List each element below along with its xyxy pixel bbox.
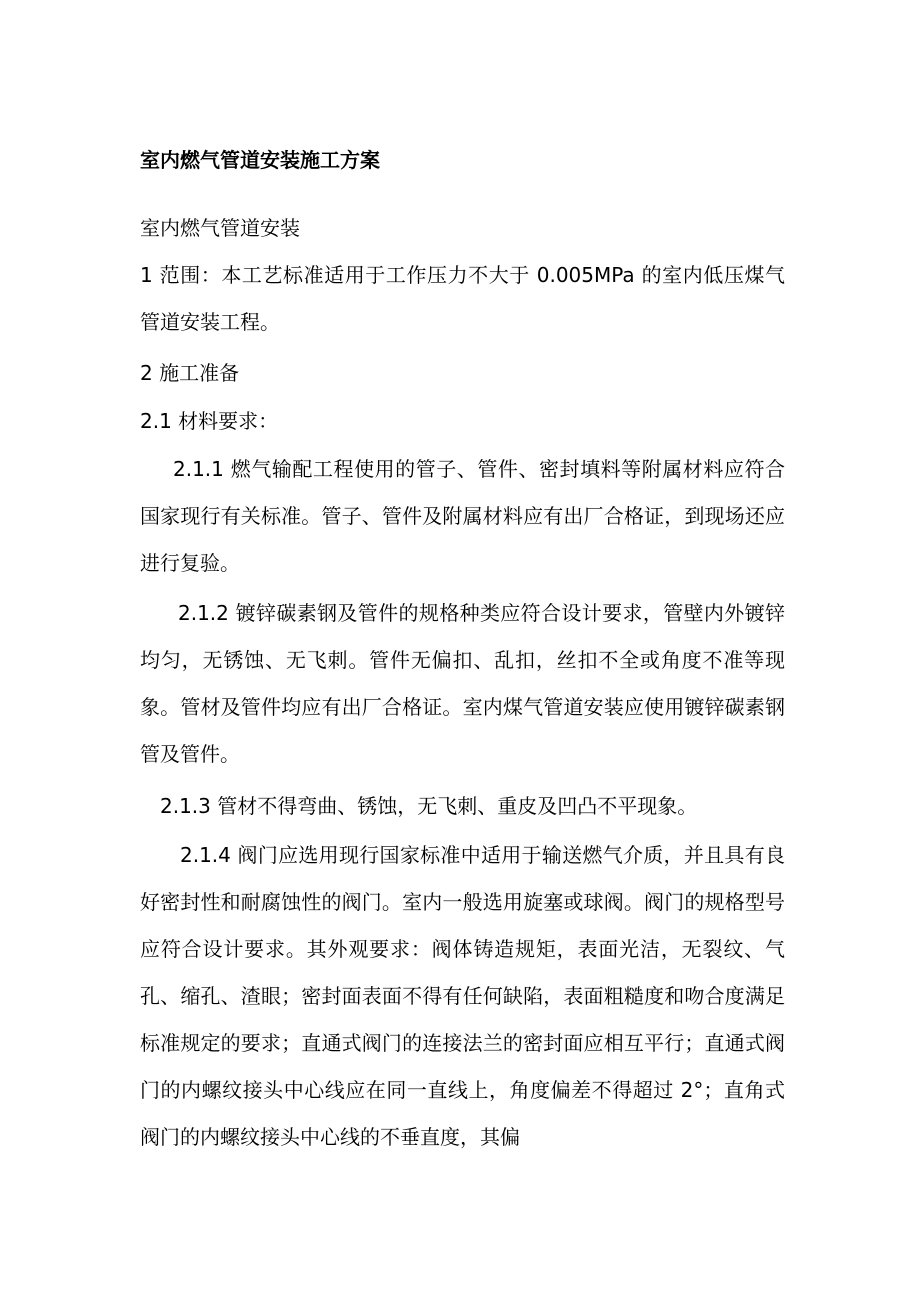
paragraph-scope: 1 范围：本工艺标准适用于工作压力不大于 0.005MPa 的室内低压煤气管道安装工程。 (140, 263, 785, 334)
paragraph-2-1-3: 2.1.3 管材不得弯曲、锈蚀，无飞刺、重皮及凹凸不平现象。 (160, 794, 698, 818)
section-subtitle: 室内燃气管道安装 (140, 216, 300, 240)
paragraph-2-1-4: 2.1.4 阀门应选用现行国家标准中适用于输送燃气介质，并且具有良好密封性和耐腐蚀性的阀门。室内一般选用旋塞或球阀。阀门的规格型号应符合设计要求。其外观要求：阀体铸造规矩，表面光洁，无裂纹、气孔、缩孔、渣眼；密封面表面不得有任何缺陷，表面粗糙度和吻合度满足标准规定的要求；直通式阀门的连接法兰的密封面应相互平行；直通式阀门的内螺纹接头中心线应在同一直线上，角度偏差不得超过 2°；直角式阀门的内螺纹接头中心线的不垂直度，其偏 (140, 843, 785, 1149)
heading-construction-prep: 2 施工准备 (140, 361, 240, 385)
paragraph-2-1-2: 2.1.2 镀锌碳素钢及管件的规格种类应符合设计要求，管壁内外镀锌均匀，无锈蚀、无飞刺。管件无偏扣、乱扣，丝扣不全或角度不准等现象。管材及管件均应有出厂合格证。室内煤气管道安装应使用镀锌碳素钢管及管件。 (140, 601, 785, 766)
heading-material-requirements: 2.1 材料要求： (140, 409, 279, 433)
document-title: 室内燃气管道安装施工方案 (140, 148, 380, 172)
paragraph-2-1-1: 2.1.1 燃气输配工程使用的管子、管件、密封填料等附属材料应符合国家现行有关标准。管子、管件及附属材料应有出厂合格证，到现场还应进行复验。 (140, 457, 785, 575)
